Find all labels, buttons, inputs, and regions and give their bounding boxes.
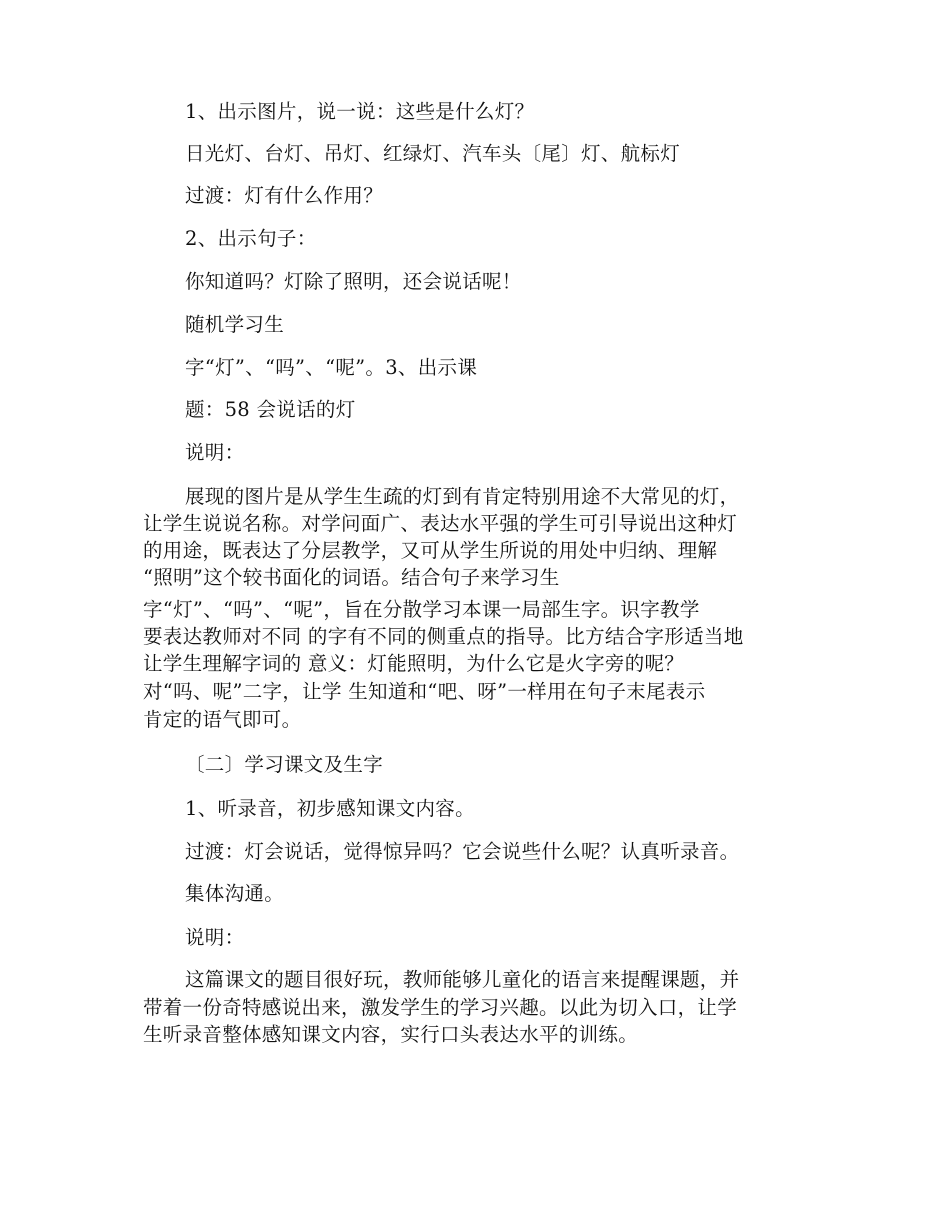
paragraph-1-line-5: 字“灯”、“吗”、“呢”，旨在分散学习本课一局部生字。识字教学 [143, 598, 700, 621]
section-heading-2: 〔二〕学习课文及生字 [185, 753, 384, 776]
example-sentence: 你知道吗？灯除了照明，还会说话呢！ [185, 270, 522, 293]
transition-listen: 过渡：灯会说话，觉得惊异吗？它会说些什么呢？认真听录音。 [185, 840, 740, 863]
explanation-heading-2: 说明： [185, 926, 245, 949]
paragraph-1-line-2: 让学生说说名称。对学问面广、表达水平强的学生可引导说出这种灯 [143, 512, 738, 535]
paragraph-2-line-3: 生听录音整体感知课文内容，实行口头表达水平的训练。 [143, 1023, 639, 1046]
step-1-show-pictures: 1、出示图片，说一说：这些是什么灯？ [185, 100, 535, 123]
paragraph-1-line-4: “照明”这个较书面化的词语。结合句子来学习生 [143, 566, 560, 589]
paragraph-2-line-1: 这篇课文的题目很好玩，教师能够儿童化的语言来提醒课题，并 [185, 968, 740, 991]
paragraph-1-line-7: 让学生理解字词的 意义：灯能照明，为什么它是火字旁的呢？ [143, 652, 685, 675]
random-learning-line-2: 字“灯”、“吗”、“呢”。3、出示课 [185, 356, 478, 379]
lesson-title-line: 题：58 会说话的灯 [185, 398, 356, 421]
paragraph-1-line-9: 肯定的语气即可。 [143, 708, 302, 731]
lamp-list: 日光灯、台灯、吊灯、红绿灯、汽车头〔尾〕灯、航标灯 [185, 142, 681, 165]
transition-question: 过渡：灯有什么作用？ [185, 184, 384, 207]
paragraph-1-line-6: 要表达教师对不同 的字有不同的侧重点的指导。比方结合字形适当地 [143, 625, 744, 648]
step-1-listen: 1、听录音，初步感知课文内容。 [185, 797, 475, 820]
paragraph-1-line-1: 展现的图片是从学生生疏的灯到有肯定特别用途不大常见的灯， [185, 485, 740, 508]
paragraph-1-line-3: 的用途，既表达了分层教学，又可从学生所说的用处中归纳、理解 [143, 539, 718, 562]
paragraph-1-line-8: 对“吗、呢”二字，让学 生知道和“吧、呀”一样用在句子末尾表示 [143, 680, 706, 703]
step-2-show-sentence: 2、出示句子： [185, 227, 317, 250]
group-communication: 集体沟通。 [185, 882, 285, 905]
paragraph-2-line-2: 带着一份奇特感说出来，激发学生的学习兴趣。以此为切入口，让学 [143, 996, 738, 1019]
random-learning-line-1: 随机学习生 [185, 313, 285, 336]
explanation-heading-1: 说明： [185, 441, 245, 464]
